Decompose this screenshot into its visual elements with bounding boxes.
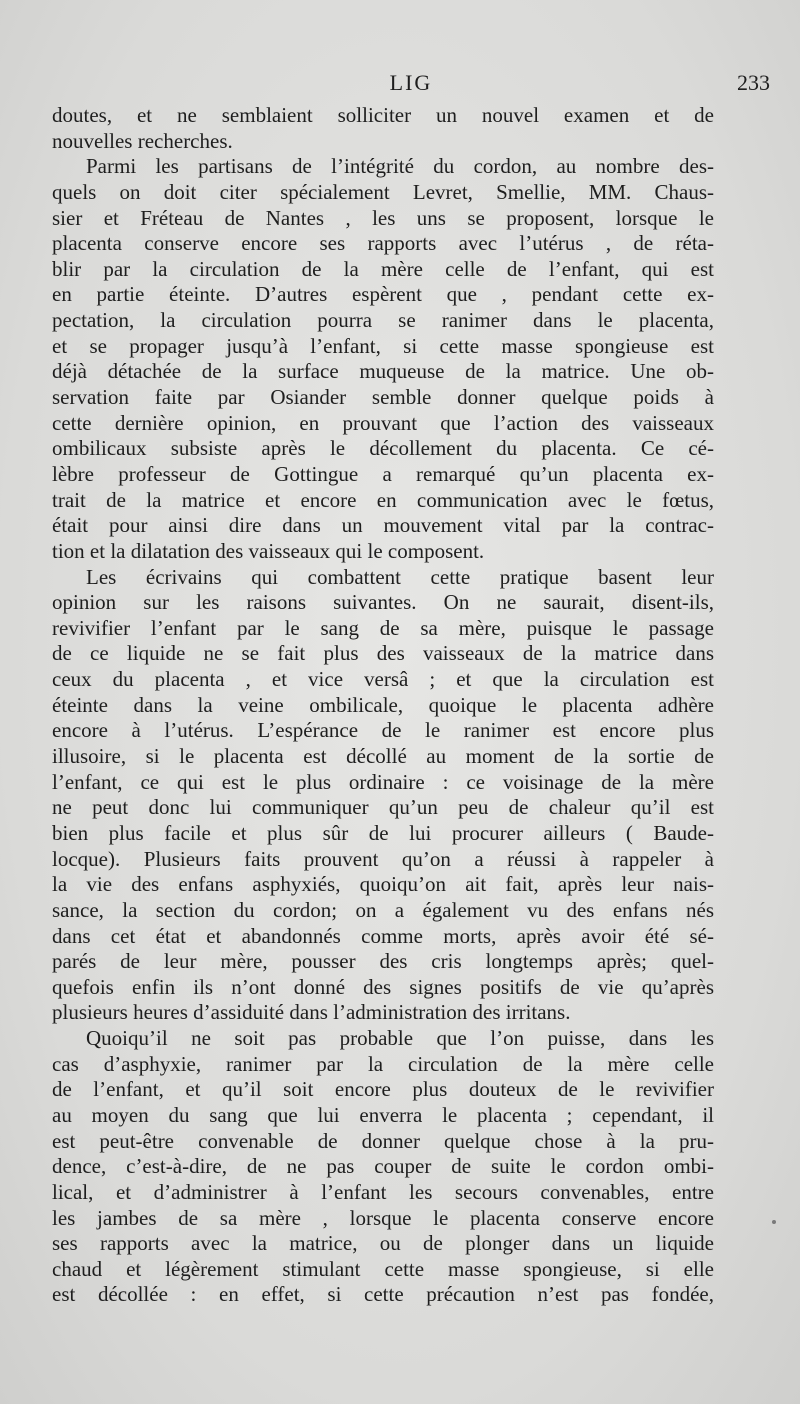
text-line: était pour ainsi dire dans un mouvement vital par la contrac- xyxy=(52,513,714,538)
text-line: bien plus facile et plus sûr de lui procurer ailleurs ( Baude- xyxy=(52,820,714,845)
text-line: Quoiqu’il ne soit pas probable que l’on puisse, dans les xyxy=(86,1026,714,1051)
text-line: ne peut donc lui communiquer qu’un peu de chaleur qu’il est xyxy=(52,795,714,820)
text-line: servation faite par Osiander semble donner quelque poids à xyxy=(52,385,714,410)
text-line: cette dernière opinion, en prouvant que l’action des vaisseaux xyxy=(52,410,714,435)
text-line: Parmi les partisans de l’intégrité du cordon, au nombre des- xyxy=(86,154,714,179)
text-line: doutes, et ne semblaient solliciter un nouvel examen et de xyxy=(52,103,714,127)
text-line: les jambes de sa mère , lorsque le placenta conserve encore xyxy=(52,1205,714,1230)
text-line: la vie des enfans asphyxiés, quoiqu’on ait fait, après leur nais- xyxy=(52,872,714,897)
text-line: parés de leur mère, pousser des cris longtemps après; quel- xyxy=(52,949,714,974)
text-line: ses rapports avec la matrice, ou de plonger dans un liquide xyxy=(52,1231,714,1256)
text-line: pectation, la circulation pourra se ranimer dans le placenta, xyxy=(52,308,714,333)
text-line: est peut-être convenable de donner quelque chose à la pru- xyxy=(52,1128,714,1153)
text-line: lèbre professeur de Gottingue a remarqué qu’un placenta ex- xyxy=(52,461,714,486)
text-line: en partie éteinte. D’autres espèrent que , pendant cette ex- xyxy=(52,282,714,307)
running-head: LIG xyxy=(389,70,433,95)
page-header xyxy=(52,70,770,104)
text-line: revivifier l’enfant par le sang de sa mère, puisque le passage xyxy=(52,615,714,640)
text-line: dence, c’est-à-dire, de ne pas couper de suite le cordon ombi- xyxy=(52,1154,714,1179)
text-line: déjà détachée de la surface muqueuse de la matrice. Une ob- xyxy=(52,359,714,384)
text-line: locque). Plusieurs faits prouvent qu’on a réussi à rappeler à xyxy=(52,846,714,871)
text-line: chaud et légèrement stimulant cette masse spongieuse, si elle xyxy=(52,1256,714,1281)
text-line: est décollée : en effet, si cette précaution n’est pas fondée, xyxy=(52,1282,714,1307)
text-line: ceux du placenta , et vice versâ ; et que la circulation est xyxy=(52,667,714,692)
text-line: Les écrivains qui combattent cette pratique basent leur xyxy=(86,564,714,589)
text-line: illusoire, si le placenta est décollé au moment de la sortie de xyxy=(52,744,714,769)
text-line: blir par la circulation de la mère celle de l’enfant, qui est xyxy=(52,256,714,281)
text-line: au moyen du sang que lui enverra le placenta ; cependant, il xyxy=(52,1102,714,1127)
text-line: placenta conserve encore ses rapports avec l’utérus , de réta- xyxy=(52,231,714,256)
text-line: nouvelles recherches. xyxy=(52,128,233,153)
text-line: quefois enfin ils n’ont donné des signes positifs de vie qu’après xyxy=(52,974,714,999)
text-line: plusieurs heures d’assiduité dans l’administration des irritans. xyxy=(52,1000,571,1025)
text-line: de l’enfant, et qu’il soit encore plus douteux de le revivifier xyxy=(52,1077,714,1102)
text-line: encore à l’utérus. L’espérance de le ranimer est encore plus xyxy=(52,718,714,743)
text-line: cas d’asphyxie, ranimer par la circulation de la mère celle xyxy=(52,1051,714,1076)
page-number: 233 xyxy=(737,70,770,95)
text-line: et se propager jusqu’à l’enfant, si cette masse spongieuse est xyxy=(52,333,714,358)
text-line: de ce liquide ne se fait plus des vaisseaux de la matrice dans xyxy=(52,641,714,666)
text-line: lical, et d’administrer à l’enfant les secours convenables, entre xyxy=(52,1179,714,1204)
text-line: tion et la dilatation des vaisseaux qui le composent. xyxy=(52,538,485,563)
text-line: trait de la matrice et encore en communication avec le fœtus, xyxy=(52,487,714,512)
text-line: sier et Fréteau de Nantes , les uns se proposent, lorsque le xyxy=(52,205,714,230)
text-line: dans cet état et abandonnés comme morts, après avoir été sé- xyxy=(52,923,714,948)
text-body xyxy=(52,103,714,1308)
text-line: l’enfant, ce qui est le plus ordinaire : ce voisinage de la mère xyxy=(52,769,714,794)
text-line: ombilicaux subsiste après le décollement du placenta. Ce cé- xyxy=(52,436,714,461)
text-line: quels on doit citer spécialement Levret, Smellie, MM. Chaus- xyxy=(52,179,714,204)
text-line: éteinte dans la veine ombilicale, quoique le placenta adhère xyxy=(52,692,714,717)
text-line: sance, la section du cordon; on a également vu des enfans nés xyxy=(52,897,714,922)
ink-speck xyxy=(772,1220,776,1224)
text-line: opinion sur les raisons suivantes. On ne saurait, disent-ils, xyxy=(52,590,714,615)
